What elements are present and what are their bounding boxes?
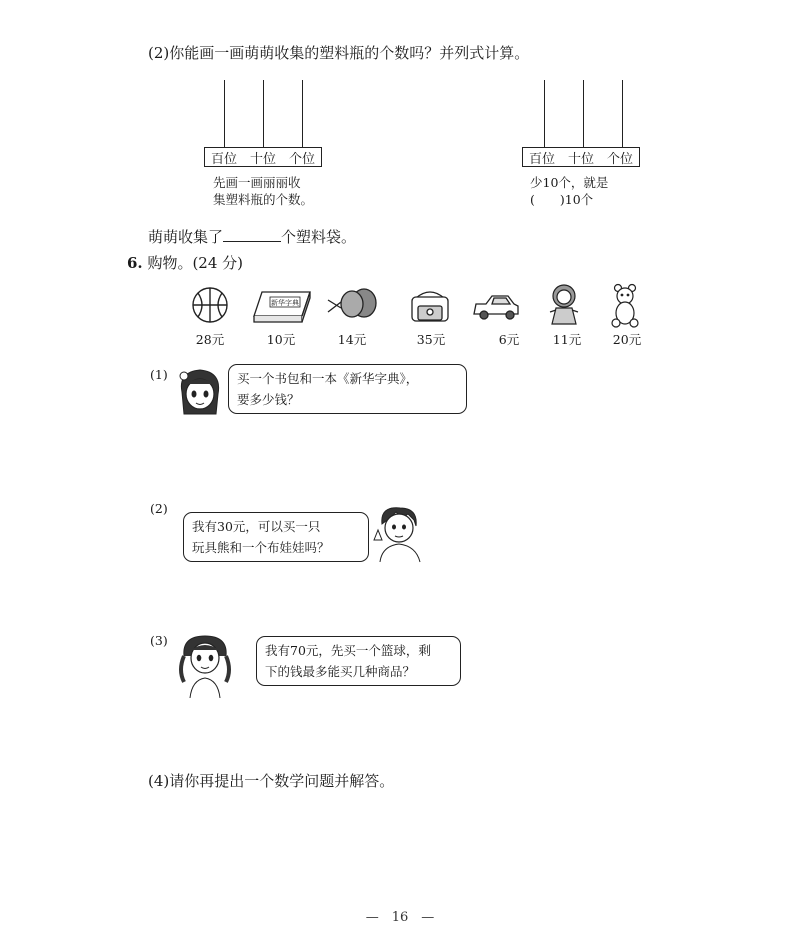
abacus-label-tens: 十位 xyxy=(567,151,594,167)
answer-sentence xyxy=(148,226,356,247)
dictionary-book-icon xyxy=(254,292,310,322)
book-cover-title: 新华字典 xyxy=(271,299,299,307)
price-cloth-doll: 11元 xyxy=(552,332,582,347)
answer-suffix: 个塑料袋。 xyxy=(281,228,357,246)
sub-question-4-text: (4)请你再提出一个数学问题并解答。 xyxy=(148,772,395,790)
teddy-bear-icon xyxy=(612,285,638,328)
basketball-icon xyxy=(193,288,227,322)
abacus-label-box xyxy=(522,147,640,167)
abacus-rod-hundreds xyxy=(224,80,225,148)
right-note-line1: 少10个，就是 xyxy=(530,175,609,190)
sub-question-3-label: (3) xyxy=(150,633,168,648)
sub-question-2-label: (2) xyxy=(150,501,168,516)
speech-bubble-2 xyxy=(183,512,369,562)
product-icons xyxy=(0,280,800,330)
abacus-label-ones: 个位 xyxy=(288,151,315,167)
speech-bubble-1 xyxy=(228,364,467,414)
abacus-rod-tens xyxy=(583,80,584,148)
price-dictionary: 10元 xyxy=(266,332,296,347)
bubble-2-line1: 我有30元，可以买一只 xyxy=(192,519,321,534)
price-basketball: 28元 xyxy=(195,332,225,347)
cloth-doll-icon xyxy=(550,285,578,324)
price-toy-car: 6元 xyxy=(498,332,520,347)
left-note-line1: 先画一画丽丽收 xyxy=(213,175,301,190)
abacus-rod-tens xyxy=(263,80,264,148)
abacus-label-ones: 个位 xyxy=(606,151,633,167)
boy-avatar-icon xyxy=(368,500,428,566)
answer-blank[interactable] xyxy=(223,227,281,242)
badminton-rackets-icon xyxy=(328,289,376,317)
right-note-line2: ( )10个 xyxy=(530,192,594,207)
bubble-1-line2: 要多少钱？ xyxy=(237,392,300,407)
question-2-text: (2)你能画一画萌萌收集的塑料瓶的个数吗？并列式计算。 xyxy=(148,44,530,62)
question-6-heading: 购物。(24 分) xyxy=(147,254,244,272)
bubble-3-line1: 我有70元，先买一个篮球，剩 xyxy=(265,643,431,658)
bubble-2-line2: 玩具熊和一个布娃娃吗？ xyxy=(192,540,330,555)
abacus-label-box xyxy=(204,147,322,167)
toy-car-icon xyxy=(474,296,518,319)
girl-with-pigtails-icon xyxy=(176,630,234,700)
price-schoolbag: 35元 xyxy=(416,332,446,347)
price-rackets: 14元 xyxy=(337,332,367,347)
question-6-title xyxy=(127,252,243,273)
abacus-label-hundreds: 百位 xyxy=(528,151,555,167)
abacus-rod-ones xyxy=(622,80,623,148)
left-note-line2: 集塑料瓶的个数。 xyxy=(213,192,314,207)
price-teddy-bear: 20元 xyxy=(612,332,642,347)
bubble-3-line2: 下的钱最多能买几种商品？ xyxy=(265,664,416,679)
abacus-label-hundreds: 百位 xyxy=(210,151,237,167)
girl-avatar-icon xyxy=(172,362,232,428)
abacus-rod-ones xyxy=(302,80,303,148)
abacus-label-tens: 十位 xyxy=(249,151,276,167)
schoolbag-icon xyxy=(412,292,448,321)
bubble-1-line1: 买一个书包和一本《新华字典》， xyxy=(237,371,419,386)
abacus-rod-hundreds xyxy=(544,80,545,148)
page-number: — 16 — xyxy=(365,910,435,925)
sub-question-1-label: (1) xyxy=(150,367,168,382)
question-number: 6. xyxy=(127,254,143,272)
speech-bubble-3 xyxy=(256,636,461,686)
answer-prefix: 萌萌收集了 xyxy=(148,228,224,246)
